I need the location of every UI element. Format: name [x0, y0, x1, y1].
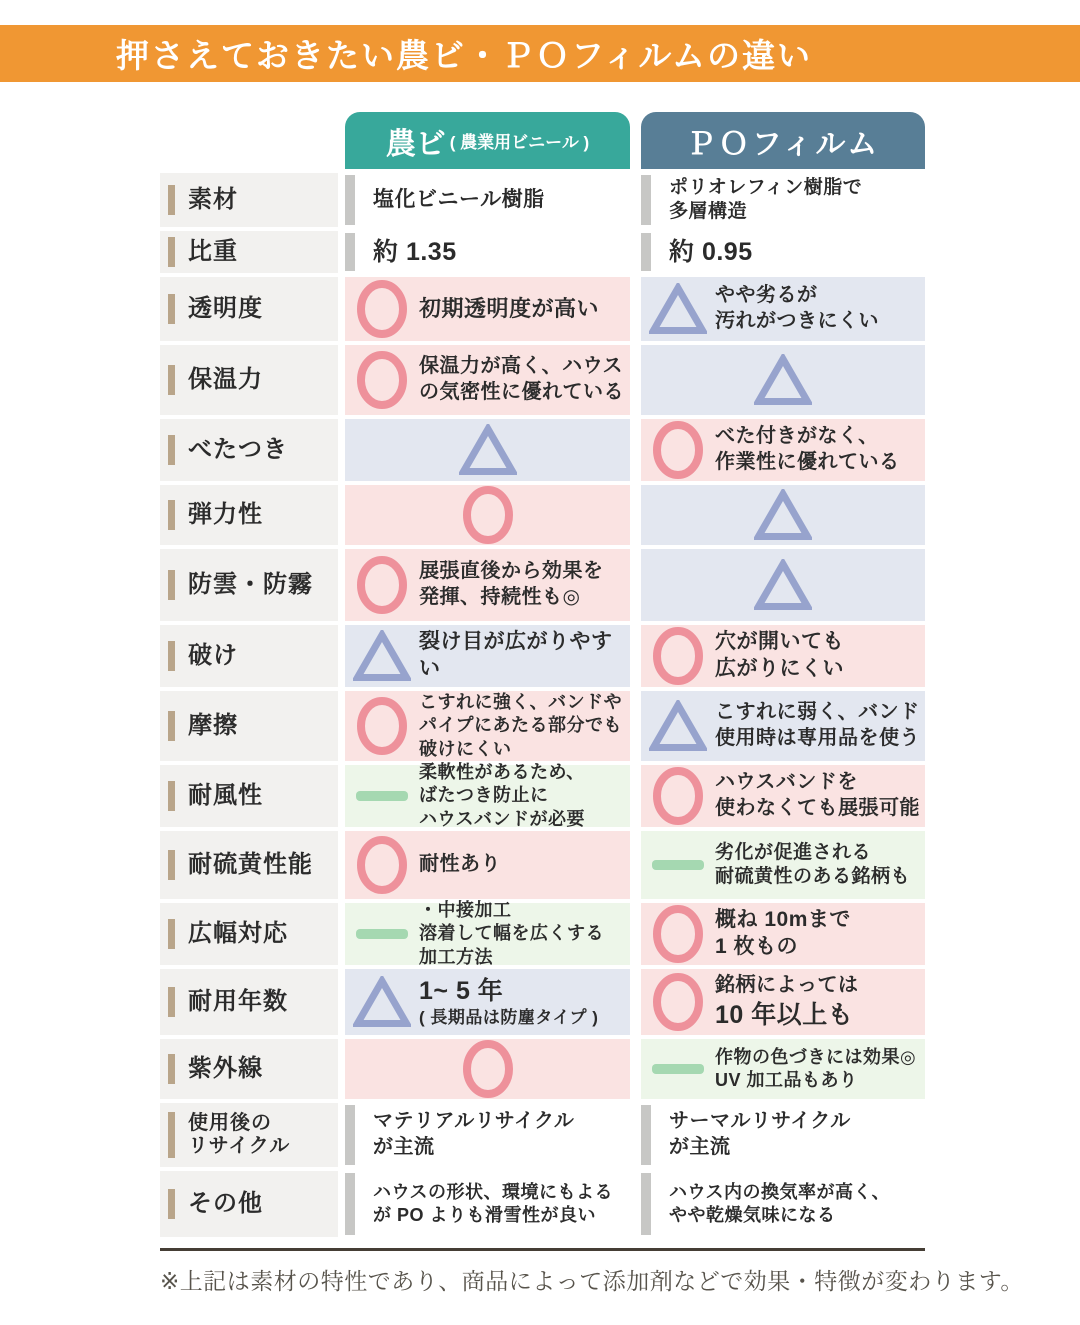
row-label: 弾力性	[188, 501, 263, 529]
row-label: 素材	[188, 186, 238, 214]
circle-icon	[641, 766, 715, 826]
triangle-icon	[345, 976, 419, 1028]
cell-text: 初期透明度が高い	[419, 295, 600, 321]
cell-text: 保温力が高く、ハウス の気密性に優れている	[419, 355, 624, 403]
cell-good	[641, 969, 925, 1035]
cell-text: 耐性あり	[419, 853, 501, 876]
cell-accent-bar	[641, 175, 651, 225]
cell-text: 穴が開いても 広がりにくい	[715, 630, 844, 680]
nobi-header-sublabel: ( 農業用ビニール )	[449, 133, 590, 152]
cell-text: 1~ 5 年 ( 長期品は防塵タイプ )	[419, 977, 599, 1028]
cell-text: 塩化ビニール樹脂	[373, 187, 545, 211]
cell-text: 柔軟性があるため、 ばたつき防止に ハウスバンドが必要	[419, 762, 585, 829]
row-label: 耐風性	[188, 782, 263, 810]
label-accent-bar	[168, 1112, 175, 1158]
row-label: 防雲・防霧	[188, 571, 313, 599]
row-label: 摩擦	[188, 712, 238, 740]
cell-good	[345, 277, 630, 341]
table-row	[160, 345, 925, 415]
row-label-cell	[160, 549, 338, 621]
cell-good	[345, 691, 630, 761]
label-accent-bar	[168, 237, 175, 267]
circle-icon	[641, 626, 715, 686]
cell-text: ポリオレフィン樹脂で 多層構造	[669, 176, 863, 222]
label-accent-bar	[168, 294, 175, 324]
table-row	[160, 549, 925, 621]
cell-text: ハウスの形状、環境にもよる が PO よりも滑雪性が良い	[373, 1181, 613, 1225]
table-row	[160, 900, 925, 967]
cell-text: やや劣るが 汚れがつきにくい	[715, 284, 879, 332]
cell-good	[345, 1039, 630, 1099]
triangle-icon	[641, 283, 715, 335]
row-label-cell	[160, 485, 338, 545]
dash-icon	[345, 790, 419, 802]
circle-icon	[345, 350, 419, 410]
triangle-icon	[754, 354, 812, 406]
row-label-cell	[160, 277, 338, 341]
cell-text: 展張直後から効果を 発揮、持続性も◎	[419, 560, 604, 608]
circle-icon	[345, 279, 419, 339]
row-label: 保温力	[188, 366, 263, 394]
table-row	[160, 969, 925, 1035]
cell-plain	[345, 1103, 630, 1167]
cell-good	[345, 345, 630, 415]
row-label: 透明度	[188, 295, 263, 323]
label-accent-bar	[168, 987, 175, 1017]
circle-icon	[641, 420, 715, 480]
cell-text: 概ね 10mまで 1 枚もの	[715, 908, 851, 958]
circle-icon	[345, 555, 419, 615]
cell-fair	[641, 277, 925, 341]
table-row	[160, 485, 925, 545]
cell-plain	[641, 173, 925, 227]
cell-note	[641, 831, 925, 899]
cell-text: べた付きがなく、 作業性に優れている	[715, 425, 900, 473]
dash-icon	[345, 928, 419, 940]
cell-good	[345, 831, 630, 899]
label-accent-bar	[168, 570, 175, 600]
cell-fair	[345, 419, 630, 481]
cell-text: マテリアルリサイクル が主流	[373, 1110, 575, 1158]
cell-accent-bar	[641, 233, 651, 271]
cell-plain	[641, 1103, 925, 1167]
triangle-icon	[754, 489, 812, 541]
table-row	[160, 419, 925, 481]
cell-accent-bar	[641, 1173, 651, 1235]
circle-icon	[461, 485, 515, 545]
nobi-header-label: 農ビ	[385, 127, 446, 161]
table-row	[160, 173, 925, 227]
cell-note	[345, 900, 630, 967]
label-accent-bar	[168, 781, 175, 811]
cell-fair	[641, 485, 925, 545]
triangle-icon	[459, 424, 517, 476]
comparison-table	[160, 112, 925, 1237]
cell-note	[641, 1039, 925, 1099]
cell-good	[641, 765, 925, 827]
table-row	[160, 1171, 925, 1237]
cell-accent-bar	[345, 1105, 355, 1165]
row-label-cell	[160, 625, 338, 687]
row-label-cell	[160, 1039, 338, 1099]
cell-plain	[345, 173, 630, 227]
label-accent-bar	[168, 500, 175, 530]
row-label-cell	[160, 1171, 338, 1237]
cell-plain	[641, 231, 925, 273]
circle-icon	[461, 1039, 515, 1099]
row-label-cell	[160, 691, 338, 761]
table-row	[160, 691, 925, 761]
cell-plain	[345, 231, 630, 273]
label-accent-bar	[168, 850, 175, 880]
table-row	[160, 1103, 925, 1167]
cell-text: 銘柄によっては 10 年以上も	[715, 974, 859, 1029]
label-accent-bar	[168, 711, 175, 741]
cell-accent-bar	[345, 175, 355, 225]
cell-text: サーマルリサイクル が主流	[669, 1110, 851, 1158]
triangle-icon	[754, 559, 812, 611]
label-accent-bar	[168, 365, 175, 395]
comparison-table-rows	[160, 173, 925, 1237]
row-label: 使用後の リサイクル	[188, 1112, 291, 1157]
circle-icon	[641, 904, 715, 964]
circle-icon	[641, 972, 715, 1032]
cell-accent-bar	[345, 1173, 355, 1235]
cell-fair	[345, 625, 630, 687]
page-title: 押さえておきたい農ビ・ＰＯフィルムの違い	[116, 37, 813, 74]
dash-icon	[641, 1063, 715, 1075]
table-row	[160, 625, 925, 687]
row-label-cell	[160, 765, 338, 827]
row-label: 耐硫黄性能	[188, 851, 313, 879]
cell-text: 作物の色づきには効果◎ UV 加工品もあり	[715, 1046, 917, 1090]
triangle-icon	[641, 700, 715, 752]
row-label: その他	[188, 1190, 263, 1218]
cell-text: 約 0.95	[669, 238, 753, 266]
table-row	[160, 277, 925, 341]
row-label: 広幅対応	[188, 920, 288, 948]
label-accent-bar	[168, 1189, 175, 1219]
cell-text: 劣化が促進される 耐硫黄性のある銘柄も	[715, 841, 911, 887]
label-accent-bar	[168, 185, 175, 215]
cell-text: こすれに弱く、バンド 使用時は専用品を使う	[715, 701, 920, 749]
cell-good	[641, 903, 925, 965]
cell-text: ハウス内の換気率が高く、 やや乾燥気味になる	[669, 1181, 891, 1225]
row-label: 耐用年数	[188, 988, 288, 1016]
row-label-cell	[160, 1103, 338, 1167]
circle-icon	[345, 696, 419, 756]
row-label-cell	[160, 173, 338, 227]
row-label: べたつき	[188, 436, 288, 464]
column-header-nobi	[345, 112, 630, 169]
label-accent-bar	[168, 1054, 175, 1084]
table-row	[160, 1039, 925, 1099]
po-header-label: ＰＯフィルム	[685, 127, 881, 161]
label-accent-bar	[168, 919, 175, 949]
triangle-icon	[345, 630, 419, 682]
table-row	[160, 831, 925, 899]
cell-text: 裂け目が広がりやすい	[419, 630, 613, 680]
cell-text: ・中接加工 溶着して幅を広くする 加工方法	[419, 900, 604, 967]
cell-accent-bar	[345, 233, 355, 271]
footer-divider	[160, 1248, 925, 1251]
dash-icon	[641, 859, 715, 871]
label-accent-bar	[168, 435, 175, 465]
cell-good	[641, 419, 925, 481]
cell-fair	[641, 345, 925, 415]
cell-good	[345, 549, 630, 621]
cell-fair	[345, 969, 630, 1035]
cell-fair	[641, 691, 925, 761]
row-label: 破け	[188, 642, 238, 670]
row-label-cell	[160, 903, 338, 965]
cell-plain	[345, 1171, 630, 1237]
row-label-cell	[160, 231, 338, 273]
row-label: 比重	[188, 238, 238, 266]
table-row	[160, 231, 925, 273]
footnote: ※上記は素材の特性であり、商品によって添加剤などで効果・特徴が変わります。	[160, 1268, 1024, 1294]
cell-note	[345, 762, 630, 829]
cell-text: ハウスバンドを 使わなくても展張可能	[715, 771, 920, 819]
cell-text: こすれに強く、バンドや パイプにあたる部分でも 破けにくい	[419, 692, 623, 759]
cell-accent-bar	[641, 1105, 651, 1165]
row-label-cell	[160, 419, 338, 481]
cell-good	[345, 485, 630, 545]
row-label: 紫外線	[188, 1055, 263, 1083]
cell-fair	[641, 549, 925, 621]
cell-plain	[641, 1171, 925, 1237]
title-banner	[0, 25, 1080, 82]
row-label-cell	[160, 345, 338, 415]
circle-icon	[345, 835, 419, 895]
row-label-cell	[160, 969, 338, 1035]
row-label-cell	[160, 831, 338, 899]
column-header-po	[641, 112, 925, 169]
table-row	[160, 762, 925, 829]
cell-text: 約 1.35	[373, 238, 457, 266]
label-accent-bar	[168, 641, 175, 671]
cell-good	[641, 625, 925, 687]
infographic-page	[0, 25, 1080, 1296]
column-headers	[345, 112, 925, 169]
